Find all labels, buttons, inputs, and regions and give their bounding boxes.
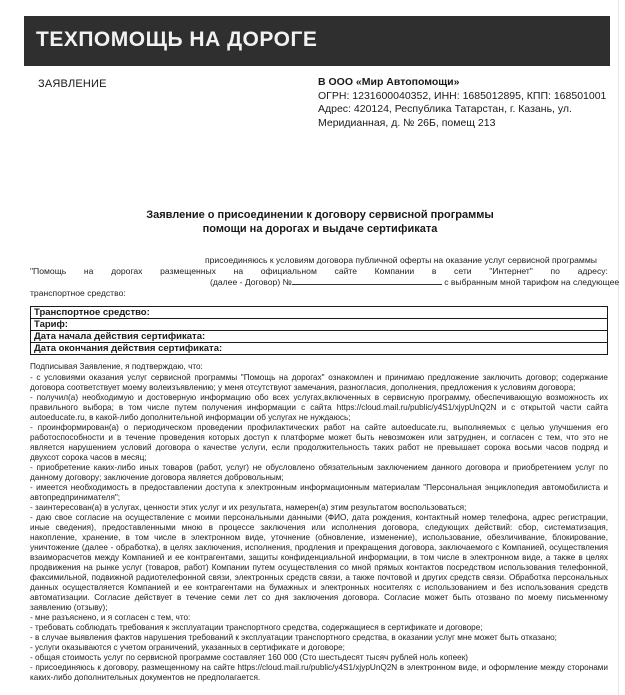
offer-word: сайте [334, 266, 358, 276]
offer-word: официальном [260, 266, 317, 276]
recipient-address-line2: Меридианная, д. № 26Б, помещ 213 [318, 116, 496, 129]
body-paragraph: - получил(а) необходимую и достоверную информацию обо всех услугах,включенных в сервисную программу, обеспечивающую возможность их правильного выбора; в том числе путем получения информации с сайта https://cloud.mail.ru/public/y4S1/xjypUnQ2N и с открытой части сайта autoeducate.ru, в какой-либо дополнительной информации об услугах не нуждаюсь; [30, 393, 608, 422]
body-paragraph: - проинформирован(а) о периодическом проведении профилактических работ на сайте autoeducate.ru, выполняемых с целью улучшения его работоспособности и в течение проведения которых доступ к платформе может быть невозможен или затруднен, и согласен с тем, что это не является нарушением условий договора о качестве услуги, если продолжительность таких работ не превышает сорока восьми часов подряд и двухсот сорока часов в месяц; [30, 423, 608, 462]
vehicle-label: Транспортное средство: [31, 307, 608, 319]
offer-word: по [550, 266, 560, 276]
offer-word: адресу: [577, 266, 608, 276]
body-paragraph: - присоединяюсь к договору, размещенному на сайте https://cloud.mail.ru/public/y4S1/xjypUnQ2N в электронном виде, и оформление между сторонами каких-либо дополнительных документов не предполагается. [30, 663, 608, 682]
body-paragraph: - имеется необходимость в предоставлении доступа к электронным информационным материалам "Персональная энциклопедия автомобилиста и автопредпринимателя"; [30, 483, 608, 502]
recipient-name: В ООО «Мир Автопомощи» [318, 76, 460, 88]
offer-word: "Помощь [30, 266, 67, 276]
body-paragraph: - услуги оказываются с учетом ограничений, указанных в сертификате и договоре; [30, 643, 345, 652]
body-paragraph: - мне разъяснено, и я согласен с тем, что: [30, 613, 191, 622]
document-label: ЗАЯВЛЕНИЕ [38, 78, 107, 90]
offer-word: в [431, 266, 437, 276]
tariff-clause: с выбранным мной тарифом на следующее [444, 277, 620, 287]
page-edge [618, 0, 619, 695]
body-paragraph: - в случае выявления фактов нарушения требований к эксплуатации транспортного средства, в оказании услуг мне может быть отказано; [30, 633, 557, 642]
table-row [31, 319, 608, 331]
offer-line-1: присоединяюсь к условиям договора публичной оферты на оказание услуг сервисной программы [205, 255, 597, 265]
body-paragraph: - общая стоимость услуг по сервисной программе составляет 160 000 (Сто шестьдесят тысяч рублей ноль копеек) [30, 653, 469, 662]
offer-word: "Интернет" [489, 266, 533, 276]
banner-title: ТЕХПОМОЩЬ НА ДОРОГЕ [36, 28, 318, 51]
offer-word: размещенных [160, 266, 216, 276]
certificate-info-table [30, 306, 608, 355]
body-paragraph: - приобретение каких-либо иных товаров (работ, услуг) не обусловлено обязательным заключением данного договора и приобретением услуг по данному договору; заключение договора является добровольным; [30, 463, 608, 482]
table-row [31, 307, 608, 319]
end-date-label: Дата окончания действия сертификата: [31, 343, 608, 355]
start-date-label: Дата начала действия сертификата: [31, 331, 608, 343]
offer-word: сети [454, 266, 472, 276]
offer-line-4: транспортное средство: [30, 288, 126, 298]
confirmation-body [30, 362, 608, 683]
body-paragraph: - даю свое согласие на осуществление с моими персональными данными (ФИО, дата рождения, контактный номер телефона, адрес регистрации, иные сведения), предоставленными мною в процессе заключения или исполнения договора, следующих действий: сбор, систематизация, накопление, хранение, в том числе в электронном виде, уточнение (обновление, изменение), использование, обезличивание, блокирование, уничтожение (далее - обработка), в целях заключения, исполнения, продления и прекращения договора, заключаемого с Компанией, осуществления взаиморасчетов между Компанией и ее контрагентами, защиты конфиденциальной информации, в том числе в электронном виде, а также в целях продвижения на рынке услуг (товаров, работ) Компании путем осуществления со мной прямых контактов посредством использования телефонной, факсимильной, подвижной радиотелефонной связи, электронных средств связи, а также почтовой и других средств связи. Обработка персональных данных осуществляется Компанией и ее контрагентами на бумажных и электронных носителях с использованием и без использования средств автоматизации. Согласие действует в течение семи лет со дня заключения договора. Согласие может быть отозвано по моему письменному заявлению (отзыву); [30, 513, 608, 612]
offer-word: дорогах [111, 266, 143, 276]
contract-number-label: (далее - Договор) № [210, 277, 292, 287]
body-paragraph: - требовать соблюдать требования к эксплуатации транспортного средства, содержащиеся в сертификате и договоре; [30, 623, 483, 632]
offer-line-2 [30, 266, 608, 276]
recipient-ids: ОГРН: 1231600040352, ИНН: 1685012895, КПП: 168501001 [318, 89, 607, 102]
recipient-address-line1: Адрес: 420124, Республика Татарстан, г. Казань, ул. [318, 103, 572, 115]
document-title [120, 208, 520, 236]
title-line-1: Заявление о присоединении к договору сервисной программы [146, 209, 494, 221]
body-intro: Подписывая Заявление, я подтверждаю, что: [30, 362, 203, 371]
title-line-2: помощи на дорогах и выдаче сертификата [202, 223, 438, 235]
table-row [31, 331, 608, 343]
offer-word: Компании [374, 266, 415, 276]
offer-word: на [233, 266, 244, 276]
tariff-label: Тариф: [31, 319, 608, 331]
header-banner [24, 16, 610, 66]
recipient-block [318, 76, 608, 130]
body-paragraph: - заинтересован(а) в услугах, ценности этих услуг и их результата, намерен(а) этим результатом воспользоваться; [30, 503, 467, 512]
offer-line-3 [210, 276, 619, 287]
offer-word: на [83, 266, 94, 276]
body-paragraph: - с условиями оказания услуг сервисной программы "Помощь на дорогах" ознакомлен и принимаю предложение заключить договор; содержание договора соответствует моему волеизъявлению; у меня отсутствуют замечания, разногласия, дополнения, предложения к условиям договора; [30, 373, 608, 392]
contract-number-blank [292, 276, 442, 285]
table-row [31, 343, 608, 355]
